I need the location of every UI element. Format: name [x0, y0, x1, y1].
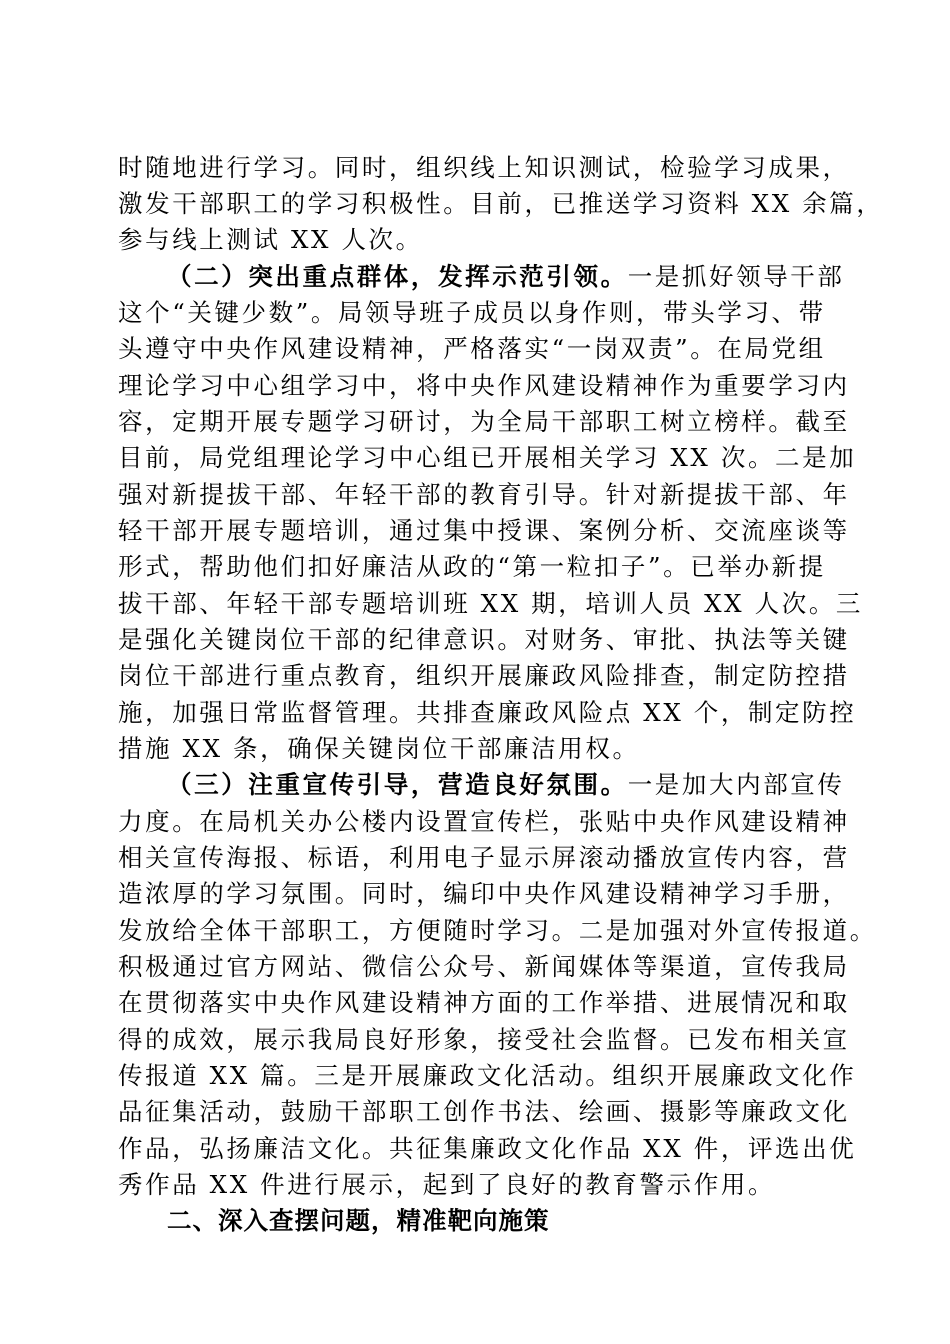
body-line: 目前，局党组理论学习中心组已开展相关学习 XX 次。二是加	[118, 443, 857, 472]
body-line: 强对新提拔干部、年轻干部的教育引导。针对新提拔干部、年	[118, 480, 850, 509]
section-heading: 二、深入查摆问题，精准靶向施策	[167, 1206, 550, 1235]
subsection-title: （三）注重宣传引导，营造良好氛围。	[167, 770, 628, 799]
body-line: 是强化关键岗位干部的纪律意识。对财务、审批、执法等关键	[118, 625, 850, 654]
body-line: 岗位干部进行重点教育，组织开展廉政风险排查，制定防控措	[118, 661, 850, 690]
body-line: 在贯彻落实中央作风建设精神方面的工作举措、进展情况和取	[118, 988, 850, 1017]
body-line: 传报道 XX 篇。三是开展廉政文化活动。组织开展廉政文化作	[118, 1061, 857, 1090]
body-text: 一是加大内部宣传	[627, 770, 845, 799]
body-line: 轻干部开展专题培训，通过集中授课、案例分析、交流座谈等	[118, 516, 850, 545]
body-line: 头遵守中央作风建设精神，严格落实“一岗双责”。在局党组	[118, 334, 826, 363]
body-line: 作品，弘扬廉洁文化。共征集廉政文化作品 XX 件，评选出优	[118, 1134, 857, 1163]
body-line: 激发干部职工的学习积极性。目前，已推送学习资料 XX 余篇，	[118, 189, 884, 218]
body-text: 一是抓好领导干部	[627, 262, 845, 291]
body-line: 措施 XX 条，确保关键岗位干部廉洁用权。	[118, 734, 640, 763]
body-line: 理论学习中心组学习中，将中央作风建设精神作为重要学习内	[118, 371, 850, 400]
subsection-title: （二）突出重点群体，发挥示范引领。	[167, 262, 628, 291]
body-line: 参与线上测试 XX 人次。	[118, 225, 423, 254]
body-line: 造浓厚的学习氛围。同时，编印中央作风建设精神学习手册，	[118, 879, 850, 908]
body-line: 积极通过官方网站、微信公众号、新闻媒体等渠道，宣传我局	[118, 952, 850, 981]
body-line: 品征集活动，鼓励干部职工创作书法、绘画、摄影等廉政文化	[118, 1097, 850, 1126]
body-line: 得的成效，展示我局良好形象，接受社会监督。已发布相关宣	[118, 1025, 850, 1054]
body-line: 这个“关键少数”。局领导班子成员以身作则，带头学习、带	[118, 298, 826, 327]
body-line: 发放给全体干部职工，方便随时学习。二是加强对外宣传报道。	[118, 916, 877, 945]
body-line: 容，定期开展专题学习研讨，为全局干部职工树立榜样。截至	[118, 407, 850, 436]
body-line: 相关宣传海报、标语，利用电子显示屏滚动播放宣传内容，营	[118, 843, 850, 872]
body-line: 施，加强日常监督管理。共排查廉政风险点 XX 个，制定防控	[118, 698, 857, 727]
section-two-lead-line	[167, 259, 845, 295]
body-line: 形式，帮助他们扣好廉洁从政的“第一粒扣子”。已举办新提	[118, 552, 826, 581]
body-line: 秀作品 XX 件进行展示，起到了良好的教育警示作用。	[118, 1170, 776, 1199]
body-line: 力度。在局机关办公楼内设置宣传栏，张贴中央作风建设精神	[118, 807, 850, 836]
section-three-lead-line	[167, 767, 845, 803]
body-line: 时随地进行学习。同时，组织线上知识测试，检验学习成果，	[118, 153, 850, 182]
body-line: 拔干部、年轻干部专题培训班 XX 期，培训人员 XX 人次。三	[118, 589, 864, 618]
